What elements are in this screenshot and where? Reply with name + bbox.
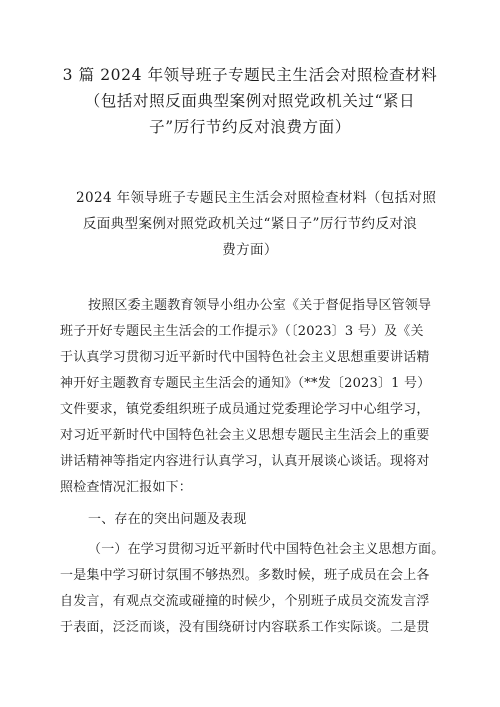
paragraph-line: 于认真学习贯彻习近平新时代中国特色社会主义思想重要讲话精	[60, 350, 430, 365]
paragraph-line: 于表面，泛泛而谈，没有围绕研讨内容联系工作实际谈。二是贯	[60, 620, 430, 635]
section-heading-text: 一、存在的突出问题及表现	[88, 512, 247, 527]
paragraph-line: 一是集中学习研讨氛围不够热烈。多数时候，班子成员在会上各	[60, 568, 430, 583]
section-heading	[60, 507, 444, 533]
intro-paragraph	[60, 293, 444, 501]
subtitle-line: 费方面）	[222, 242, 278, 258]
paragraph-line: 神开好主题教育专题民主生活会的通知》（**发〔2023〕1 号）	[60, 376, 431, 391]
document-subtitle	[76, 185, 437, 263]
title-line: 子”厉行节约反对浪费方面）	[149, 118, 351, 136]
subtitle-line: 反面典型案例对照党政机关过“紧日子”厉行节约反对浪	[82, 216, 418, 232]
document-title	[60, 62, 440, 140]
paragraph-line: 文件要求，镇党委组织班子成员通过党委理论学习中心组学习，	[60, 402, 430, 417]
paragraph-line: 对习近平新时代中国特色社会主义思想专题民主生活会上的重要	[60, 428, 430, 443]
subtitle-line: 2024 年领导班子专题民主生活会对照检查材料（包括对照	[76, 190, 437, 206]
paragraph-line: 讲话精神等指定内容进行认真学习，认真开展谈心谈话。现将对	[60, 454, 430, 469]
paragraph-line: 班子开好专题民主生活会的工作提示》（〔2023〕3 号）及《关	[60, 324, 424, 339]
paragraph-line: （一）在学习贯彻习近平新时代中国特色社会主义思想方面。	[88, 542, 445, 557]
paragraph-line: 自发言，有观点交流或碰撞的时候少，个别班子成员交流发言浮	[60, 594, 430, 609]
section-paragraph	[60, 537, 444, 641]
paragraph-line: 按照区委主题教育领导小组办公室《关于督促指导区管领导	[88, 298, 432, 313]
title-line: （包括对照反面典型案例对照党政机关过“紧日	[84, 92, 416, 110]
paragraph-line: 照检查情况汇报如下：	[60, 480, 193, 495]
title-line: 3 篇 2024 年领导班子专题民主生活会对照检查材料	[62, 66, 438, 84]
